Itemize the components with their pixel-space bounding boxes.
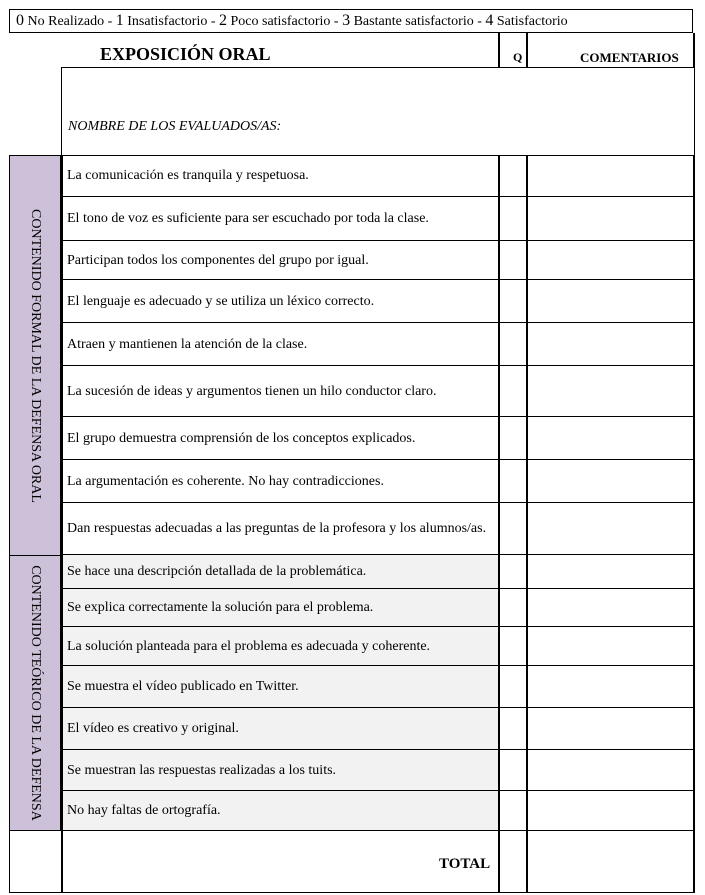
score-cell-divider (499, 279, 694, 281)
scale-1-text: Insatisfactorio - (123, 14, 219, 29)
criteria-row (61, 627, 499, 666)
q-column-header: Q (513, 50, 523, 64)
section-formal-label: CONTENIDO FORMAL DE LA DEFENSA ORAL (28, 208, 43, 503)
criteria-text: La argumentación es coherente. No hay contradicciones. (67, 473, 384, 489)
criteria-text: El vídeo es creativo y original. (67, 721, 239, 736)
section-theory-label: CONTENIDO TEÓRICO DE LA DEFENSA (28, 565, 43, 821)
criteria-row (61, 460, 499, 503)
scale-1-num: 1 (115, 12, 124, 29)
column-line-left (61, 155, 63, 893)
column-line-q-right (526, 155, 528, 893)
scale-0-num: 0 (16, 12, 24, 29)
criteria-text: La sucesión de ideas y argumentos tienen un hilo conductor claro. (67, 383, 437, 399)
criteria-text: La comunicación es tranquila y respetuosa. (67, 168, 309, 183)
score-cell-divider (499, 240, 694, 242)
rating-scale-legend (9, 9, 693, 33)
criteria-row (61, 589, 499, 627)
criteria-row (61, 241, 499, 280)
criteria-row (61, 791, 499, 831)
score-cell-divider (499, 626, 694, 628)
header-divider-q-left (498, 33, 500, 68)
section-formal-label-box (9, 155, 61, 556)
criteria-text: El lenguaje es adecuado y se utiliza un léxico correcto. (67, 293, 375, 309)
criteria-text: Se muestra el vídeo publicado en Twitter. (67, 679, 299, 694)
criteria-text: Se explica correctamente la solución para el problema. (67, 600, 374, 615)
score-cell-divider (499, 588, 694, 590)
criteria-text: El tono de voz es suficiente para ser escuchado por toda la clase. (67, 211, 429, 226)
criteria-row (61, 155, 499, 197)
criteria-row (61, 555, 499, 589)
criteria-text: No hay faltas de ortografía. (67, 803, 221, 818)
score-cell-divider (499, 707, 694, 709)
criteria-row (61, 197, 499, 241)
score-cell-divider (499, 502, 694, 504)
total-row (9, 831, 695, 893)
score-cell-divider (499, 790, 694, 792)
score-cell-divider (499, 554, 694, 556)
total-label: TOTAL (439, 856, 491, 872)
criteria-row (61, 708, 499, 750)
criteria-text: Atraen y mantienen la atención de la clase. (67, 336, 308, 352)
score-cell-divider (499, 365, 694, 367)
criteria-row (61, 750, 499, 791)
criteria-text: Se hace una descripción detallada de la problemática. (67, 564, 367, 579)
header-right-border (693, 33, 695, 68)
page-title: EXPOSICIÓN ORAL (100, 44, 271, 64)
score-cell-divider (499, 749, 694, 751)
criteria-text: La solución planteada para el problema es adecuada y coherente. (67, 638, 431, 654)
names-label: NOMBRE DE LOS EVALUADOS/AS: (68, 119, 282, 134)
criteria-text: El grupo demuestra comprensión de los conceptos explicados. (67, 430, 416, 446)
header-divider-q-right (526, 33, 528, 68)
criteria-row (61, 323, 499, 366)
section-theory-label-box (9, 555, 61, 831)
score-cell-divider (499, 196, 694, 198)
scale-0-text: No Realizado - (24, 14, 116, 29)
column-line-q-left (498, 155, 500, 893)
scale-2-num: 2 (219, 12, 227, 29)
criteria-text: Se muestran las respuestas realizadas a los tuits. (67, 762, 337, 778)
scale-3-num: 3 (342, 12, 351, 29)
scale-2-text: Poco satisfactorio - (227, 14, 343, 29)
score-cell-divider (499, 459, 694, 461)
scale-4-num: 4 (485, 12, 494, 29)
names-box[interactable] (61, 67, 695, 156)
criteria-text: Dan respuestas adecuadas a las preguntas de la profesora y los alumnos/as. (67, 521, 487, 536)
score-cell-divider (499, 416, 694, 418)
scale-3-text: Bastante satisfactorio - (350, 14, 486, 29)
scale-4-text: Satisfactorio (493, 14, 568, 29)
criteria-row (61, 280, 499, 323)
criteria-text: Participan todos los componentes del grupo por igual. (67, 252, 369, 268)
criteria-row (61, 417, 499, 460)
criteria-row (61, 666, 499, 708)
column-line-right (693, 155, 695, 893)
criteria-row (61, 366, 499, 417)
criteria-row (61, 503, 499, 555)
score-cell-divider (499, 322, 694, 324)
comments-column-header: COMENTARIOS (580, 50, 679, 65)
score-cell-divider (499, 665, 694, 667)
